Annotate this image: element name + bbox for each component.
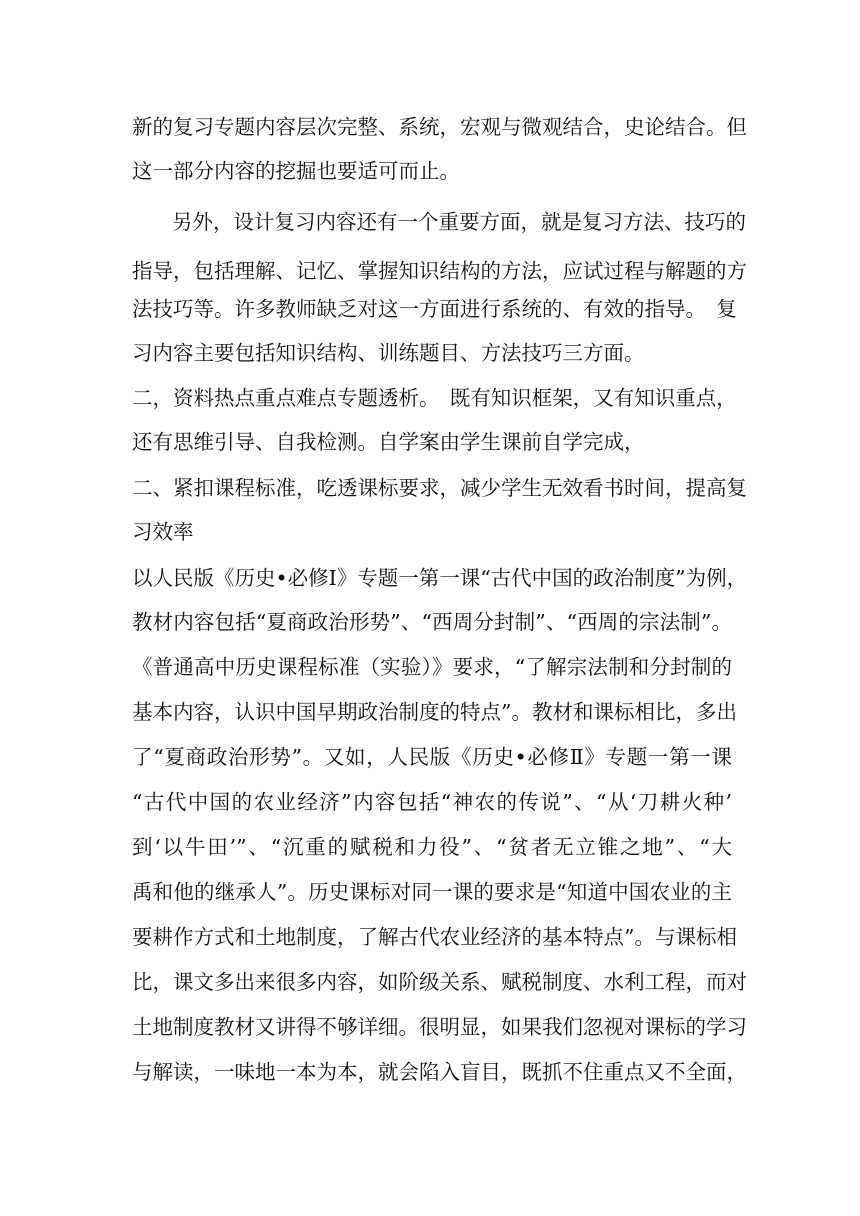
paragraph-line: 习内容主要包括知识结构、训练题目、方法技巧三方面。	[132, 341, 645, 365]
paragraph-line: 另外，设计复习内容还有一个重要方面，就是复习方法、技巧的	[172, 210, 746, 234]
paragraph-line: 基本内容，认识中国早期政治制度的特点”。教材和课标相比，多出	[132, 700, 737, 724]
paragraph-line: 到‘以牛田’”、“沉重的赋税和力役”、“贫者无立锥之地”、“大	[132, 835, 732, 859]
paragraph-line: 禹和他的继承人”。历史课标对同一课的要求是“知道中国农业的主	[132, 880, 732, 904]
paragraph-line: 《普通高中历史课程标准（实验）》要求，“了解宗法制和分封制的	[132, 655, 732, 679]
paragraph-line: “古代中国的农业经济”内容包括“神农的传说”、“从‘刀耕火种’	[132, 790, 732, 814]
paragraph-line: 法技巧等。许多教师缺乏对这一方面进行系统的、有效的指导。 复	[132, 297, 737, 321]
paragraph-line: 习效率	[132, 520, 194, 544]
paragraph-line: 新的复习专题内容层次完整、系统，宏观与微观结合，史论结合。但	[132, 115, 747, 139]
paragraph-line: 教材内容包括“夏商政治形势”、“西周分封制”、“西周的宗法制”。	[132, 610, 732, 634]
paragraph-line: 以人民版《历史•必修Ⅰ》专题一第一课“古代中国的政治制度”为例，	[132, 566, 748, 590]
paragraph-line: 这一部分内容的挖掘也要适可而止。	[132, 159, 460, 183]
paragraph-line: 二、紧扣课程标准，吃透课标要求，减少学生无效看书时间，提高复	[132, 476, 747, 500]
paragraph-line: 还有思维引导、自我检测。自学案由学生课前自学完成，	[132, 430, 645, 454]
paragraph-line: 比，课文多出来很多内容，如阶级关系、赋税制度、水利工程，而对	[132, 970, 747, 994]
paragraph-line: 土地制度教材又讲得不够详细。很明显，如果我们忽视对课标的学习	[132, 1015, 747, 1039]
paragraph-line: 与解读，一味地一本为本，就会陷入盲目，既抓不住重点又不全面，	[132, 1060, 747, 1084]
paragraph-line: 指导，包括理解、记忆、掌握知识结构的方法，应试过程与解题的方	[132, 259, 747, 283]
paragraph-line: 了“夏商政治形势”。又如，人民版《历史•必修Ⅱ》专题一第一课	[132, 745, 732, 769]
paragraph-line: 要耕作方式和土地制度，了解古代农业经济的基本特点”。与课标相	[132, 925, 737, 949]
paragraph-line: 二，资料热点重点难点专题透析。 既有知识框架，又有知识重点，	[132, 386, 737, 410]
